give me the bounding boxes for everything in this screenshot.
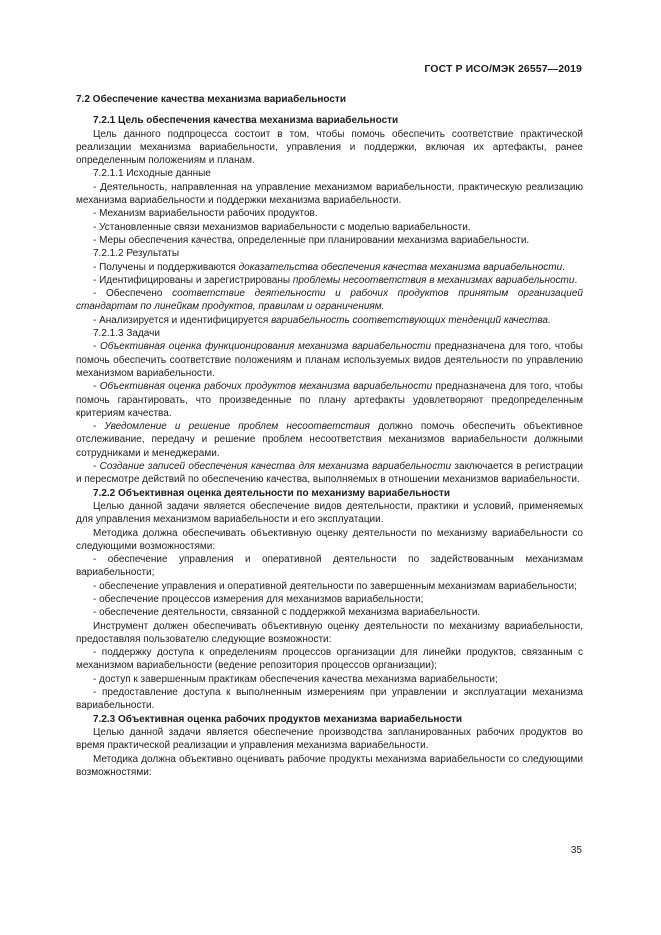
- italic-term: Уведомление и решение проблем несоответствия: [104, 421, 370, 433]
- paragraph: [76, 181, 583, 208]
- text-run: предназначена для того, чтобы помочь гарантировать, что произведенные по плану артефакты удовлетворяют предопределенным критериям качества.: [76, 381, 583, 419]
- text-run: Методика должна объективно оценивать рабочие продукты механизма вариабельности со следующими возможностями:: [76, 753, 583, 778]
- paragraph: [76, 580, 583, 593]
- page-body: [76, 93, 583, 779]
- text-run: Целью данной задачи является обеспечение видов деятельности, практики и условий, применяемых для управления механизмом вариабельности и его эксплуатации.: [76, 500, 583, 526]
- text-run: Цель данного подпроцесса состоит в том, чтобы помочь обеспечить соответствие практической реализации механизма вариабельности, управления и поддержки, включая их артефакты, ранее определенным положениям и планам.: [76, 128, 583, 167]
- section-title: 7.2 Обеспечение качества механизма вариабельности: [76, 94, 346, 105]
- text-run: - обеспечение процессов измерения для механизмов вариабельности;: [93, 593, 424, 605]
- text-run: -: [93, 421, 105, 433]
- paragraph: [76, 340, 583, 380]
- subsection-heading: [76, 114, 583, 127]
- italic-term: Создание записей обеспечения качества для механизма вариабельности: [99, 461, 452, 473]
- document-code: ГОСТ Р ИСО/МЭК 26557—2019: [424, 63, 582, 75]
- paragraph: [76, 726, 583, 753]
- text-run: - предоставление доступа к выполненным измерениям при управлении и эксплуатации механизма вариабельности.: [76, 687, 583, 712]
- paragraph: [76, 753, 583, 780]
- text-run: - обеспечение управления и оперативной деятельности по задействованным механизмам вариабельности;: [76, 554, 583, 579]
- text-run: Целью данной задачи является обеспечение производства запланированных рабочих продуктов во время практической реализации и управления механизма вариабельности.: [76, 726, 583, 752]
- italic-term: проблемы несоответствия в механизмах вариабельности: [292, 274, 575, 286]
- text-run: - Механизм вариабельности рабочих продуктов.: [93, 208, 318, 220]
- text-run: -: [93, 381, 100, 393]
- text-run: 7.2.1.2 Результаты: [93, 248, 180, 260]
- text-run: .: [574, 274, 578, 286]
- paragraph-list: [76, 114, 583, 779]
- text-run: - Идентифицированы и зарегистрированы: [93, 274, 293, 286]
- text-run: предназначена для того, чтобы помочь обеспечить соответствие положениям и планам используемых видов деятельности по управлению механизмом вариабельности.: [76, 341, 583, 379]
- text-run: - Обеспечено: [93, 288, 173, 300]
- paragraph: [76, 606, 583, 619]
- paragraph: [76, 221, 583, 234]
- text-run: - обеспечение управления и оперативной деятельности по завершенным механизмам вариабельности;: [93, 580, 577, 592]
- text-run: - Анализируется и идентифицируется: [93, 314, 272, 326]
- paragraph: [76, 460, 583, 487]
- text-run: - Установленные связи механизмов вариабельности с моделью вариабельности.: [93, 221, 471, 233]
- text-run: - обеспечение деятельности, связанной с поддержкой механизма вариабельности.: [93, 607, 481, 619]
- paragraph: [76, 673, 583, 686]
- text-run: - поддержку доступа к определениям процессов организации для линейки продуктов, связанным с механизмом вариабельности (ведение репозитория процессов организации);: [76, 647, 583, 672]
- text-run: - доступ к завершенным практикам обеспечения качества механизма вариабельности;: [93, 673, 498, 685]
- text-run: - Меры обеспечения качества, определенные при планировании механизма вариабельности.: [93, 234, 530, 246]
- text-run: 7.2.1 Цель обеспечения качества механизма вариабельности: [93, 115, 399, 127]
- paragraph: [76, 527, 583, 554]
- paragraph: [76, 234, 583, 247]
- text-run: заключается в регистрации и пересмотре действий по обеспечению качества, выполняемых в отношении механизмов вариабельности.: [76, 461, 583, 486]
- italic-term: Объективная оценка функционирования механизма вариабельности: [99, 341, 432, 353]
- paragraph: [76, 327, 583, 340]
- text-run: должно помочь обеспечить объективное отслеживание, передачу и решение проблем несоответствия механизмов вариабельности должными сотрудниками и менеджерами.: [76, 421, 583, 459]
- text-run: 7.2.1.3 Задачи: [93, 328, 160, 340]
- paragraph: [76, 553, 583, 580]
- text-run: 7.2.3 Объективная оценка рабочих продуктов механизма вариабельности: [93, 713, 462, 725]
- paragraph: [76, 620, 583, 647]
- text-run: - Получены и поддерживаются: [93, 261, 239, 273]
- text-run: 7.2.1.1 Исходные данные: [93, 168, 211, 180]
- text-run: -: [93, 461, 100, 473]
- text-run: Методика должна обеспечивать объективную оценку деятельности по механизму вариабельности со следующими возможностями:: [76, 527, 583, 552]
- paragraph: [76, 207, 583, 220]
- text-run: 7.2.2 Объективная оценка деятельности по механизму вариабельности: [93, 487, 451, 499]
- paragraph: [76, 686, 583, 713]
- paragraph: [76, 314, 583, 327]
- page-number: 35: [570, 845, 582, 856]
- paragraph: [76, 247, 583, 260]
- text-run: -: [93, 341, 100, 353]
- italic-term: Объективная оценка рабочих продуктов механизма вариабельности: [99, 381, 433, 393]
- text-run: Инструмент должен обеспечивать объективную оценку деятельности по механизму вариабельности, предоставляя пользователю следующие возможности:: [76, 620, 583, 645]
- paragraph: [76, 420, 583, 460]
- paragraph: [76, 261, 583, 274]
- paragraph: [76, 646, 583, 673]
- paragraph: [76, 500, 583, 527]
- italic-term: вариабельность соответствующих тенденций качества.: [271, 314, 551, 326]
- subsection-heading: [76, 713, 583, 726]
- paragraph: [76, 380, 583, 420]
- italic-term: доказательства обеспечения качества механизма вариабельности: [238, 261, 563, 273]
- text-run: .: [562, 261, 565, 273]
- paragraph: [76, 593, 583, 606]
- paragraph: [76, 167, 583, 180]
- paragraph: [76, 274, 583, 287]
- subsection-heading: [76, 487, 583, 500]
- italic-term: соответствие деятельности и рабочих продуктов принятым организацией стандартам по линейкам продуктов, правилам и ограничениям.: [76, 288, 583, 313]
- text-run: - Деятельность, направленная на управление механизмом вариабельности, практическую реализацию механизма вариабельности и поддержки механизма вариабельности.: [76, 181, 583, 207]
- paragraph: [76, 287, 583, 314]
- paragraph: [76, 128, 583, 168]
